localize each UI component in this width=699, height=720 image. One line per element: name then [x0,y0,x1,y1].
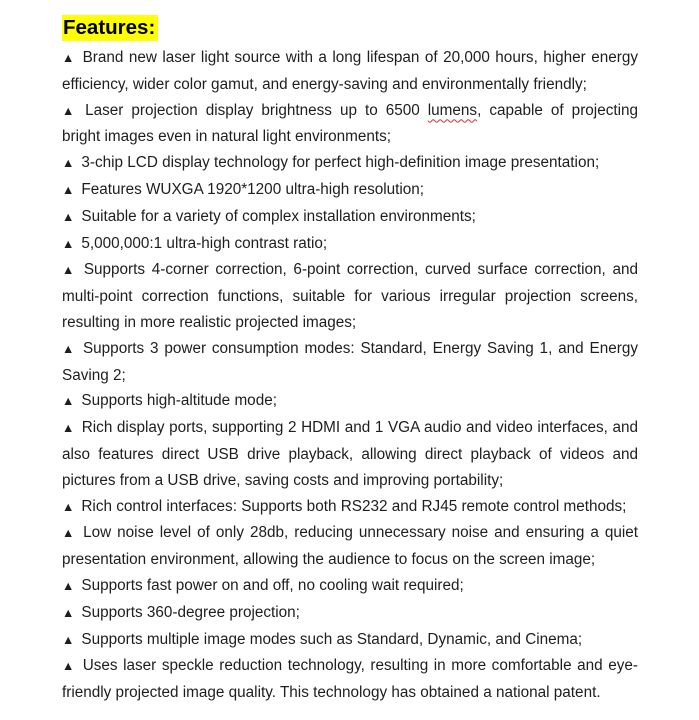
feature-text: Supports fast power on and off, no cooling wait required; [81,576,464,594]
feature-item [62,494,638,521]
feature-text: Brand new laser light source with a long lifespan of 20,000 hours, higher energy efficiency, wider color gamut, and energy-saving and environmentally friendly; [62,49,638,93]
features-heading-text: Features: [62,15,158,41]
feature-item [62,627,638,654]
triangle-bullet-icon: ▲ [62,51,76,65]
triangle-bullet-icon: ▲ [62,263,77,278]
triangle-bullet-icon: ▲ [62,209,75,224]
feature-text: Uses laser speckle reduction technology, resulting in more comfortable and eye-friendly projected image quality. This technology has obtained a national patent. [62,657,638,702]
triangle-bullet-icon: ▲ [62,182,75,197]
triangle-bullet-icon: ▲ [62,578,75,593]
triangle-bullet-icon: ▲ [62,632,75,647]
triangle-bullet-icon: ▲ [62,236,75,251]
feature-text: Low noise level of only 28db, reducing unnecessary noise and ensuring a quiet presentation environment, allowing the audience to focus on the screen image; [62,524,638,569]
triangle-bullet-icon: ▲ [62,341,76,356]
feature-item [62,150,638,177]
triangle-bullet-icon: ▲ [62,605,75,620]
feature-text: Supports multiple image modes such as Standard, Dynamic, and Cinema; [81,630,583,648]
misspelled-word: lumens [427,101,478,119]
feature-item [62,388,638,415]
triangle-bullet-icon: ▲ [62,659,76,674]
feature-text: Supports high-altitude mode; [81,392,277,410]
feature-text: , capable of projecting bright images even in natural light environments; [62,101,639,146]
triangle-bullet-icon: ▲ [62,103,79,118]
feature-item [62,415,638,493]
feature-text: Supports 360-degree projection; [81,603,300,621]
feature-item [62,177,638,204]
feature-item [62,336,638,389]
feature-item [62,231,638,258]
feature-item [62,600,638,627]
feature-text: Rich display ports, supporting 2 HDMI and 1 VGA audio and video interfaces, and also features direct USB drive playback, allowing direct playback of videos and pictures from a USB drive, saving costs and improving portability; [62,419,638,489]
feature-item [62,573,638,600]
feature-text: Rich control interfaces: Supports both RS232 and RJ45 remote control methods; [81,497,627,515]
feature-text: Supports 3 power consumption modes: Standard, Energy Saving 1, and Energy Saving 2; [62,339,638,384]
feature-item [62,520,638,573]
feature-text: Laser projection display brightness up to 6500 [85,101,428,119]
features-heading [62,14,638,41]
feature-item [62,45,638,98]
feature-text: 3-chip LCD display technology for perfect high-definition image presentation; [81,154,600,172]
feature-item [62,204,638,231]
feature-item [62,98,638,151]
triangle-bullet-icon: ▲ [62,156,75,171]
feature-text: Supports 4-corner correction, 6-point correction, curved surface correction, and multi-point correction functions, suitable for various irregular projection screens, resulting in more realistic projected images; [62,261,639,331]
triangle-bullet-icon: ▲ [62,394,75,409]
triangle-bullet-icon: ▲ [62,421,75,436]
document-page [62,14,638,706]
triangle-bullet-icon: ▲ [62,526,77,541]
triangle-bullet-icon: ▲ [62,499,75,514]
feature-text: Features WUXGA 1920*1200 ultra-high resolution; [81,180,425,198]
feature-item [62,653,638,706]
feature-text: Suitable for a variety of complex installation environments; [81,207,476,225]
feature-item [62,257,638,335]
feature-text: 5,000,000:1 ultra-high contrast ratio; [81,234,328,252]
